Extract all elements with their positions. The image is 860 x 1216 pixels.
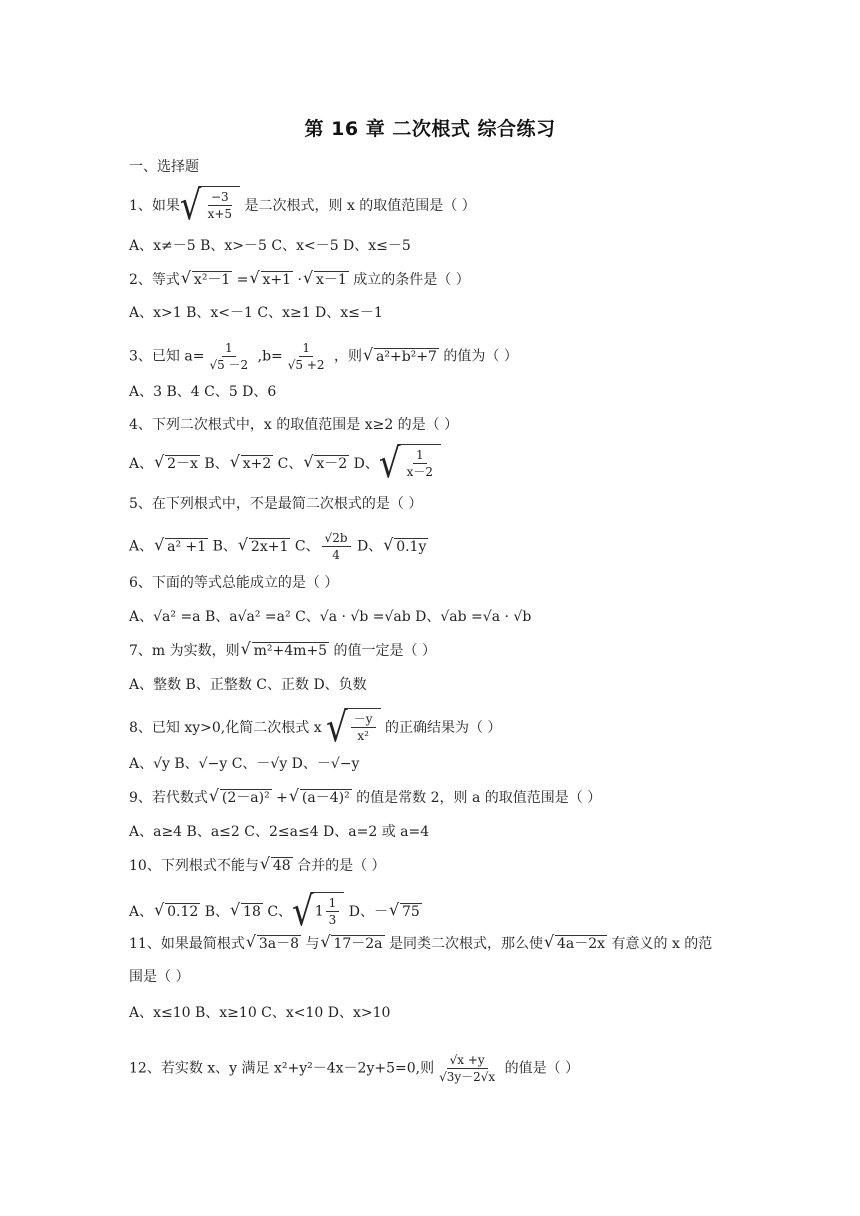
q10-option-b-label: B、 (200, 904, 230, 920)
q5-option-a-radical (155, 537, 208, 557)
q4-option-d-numerator: 1 (413, 447, 427, 464)
q3-radical (364, 347, 439, 367)
question-5: 5、在下列根式中，不是最简二次根式的是（ ） (129, 496, 423, 512)
q4-option-b-radical (231, 454, 274, 474)
q3-b-denominator: √5 +2 (287, 358, 325, 372)
q1-prefix: 1、如果 (129, 198, 180, 214)
q5-option-a-label: A、 (129, 538, 154, 555)
question-7 (129, 641, 436, 661)
q5-option-b-label: B、 (208, 538, 237, 555)
question-10 (129, 856, 386, 876)
q11-radical-3 (545, 934, 607, 954)
q2-radical-2 (251, 270, 294, 290)
q3-prefix: 3、已知 a= (129, 348, 205, 365)
q11-and: 与 (301, 936, 320, 952)
q3-suffix: 的值为（ ） (438, 348, 518, 365)
q5-option-c-numerator: √2b (322, 530, 351, 547)
q9-radicand-1: (2－a)² (221, 790, 270, 806)
q5-option-b-radicand: 2x+1 (250, 538, 289, 555)
question-11-options: A、x≤10 B、x≥10 C、x<10 D、x>10 (129, 1005, 391, 1021)
q5-option-d-label: D、 (352, 538, 383, 555)
q12-fraction (436, 1052, 498, 1085)
q12-prefix: 12、若实数 x、y 满足 x²+y²－4x－2y+5=0,则 (129, 1060, 435, 1077)
q3-then: ，则 (329, 348, 363, 365)
q9-radical-2 (290, 788, 352, 808)
q5-option-a-radicand: a² +1 (167, 538, 207, 555)
q9-prefix: 9、若代数式 (129, 790, 208, 806)
q2-radicand-1: x²－1 (193, 272, 231, 288)
q9-plus: + (271, 790, 288, 806)
q8-radical: √ $\frac{-y}{\text{x²}}$ (326, 708, 380, 748)
question-3 (129, 340, 518, 373)
q5-option-c-fraction (322, 530, 351, 563)
q12-numerator: √x +y (447, 1052, 488, 1069)
section-heading: 一、选择题 (129, 159, 199, 175)
q1-denominator: x+5 (207, 207, 233, 221)
question-2 (129, 270, 470, 290)
q2-prefix: 2、等式 (129, 272, 180, 288)
question-2-options: A、x>1 B、x<－1 C、x≥1 D、x≤－1 (129, 305, 383, 321)
q10-option-c-denominator: 3 (328, 913, 337, 927)
q3-a-numerator: 1 (222, 340, 236, 357)
q4-option-d-label: D、 (349, 456, 379, 472)
q8-prefix: 8、已知 xy>0,化简二次根式 x (129, 720, 327, 736)
question-11 (129, 934, 712, 954)
q10-option-c-numerator: 1 (326, 895, 340, 912)
q10-option-c-radical: √ 1 $\frac{1}{3}$ (292, 892, 344, 932)
q2-radical-1 (182, 270, 232, 290)
q7-radical (242, 641, 329, 661)
q12-suffix: 的值是（ ） (500, 1060, 580, 1077)
q9-suffix: 的值是常数 2，则 a 的取值范围是（ ） (351, 790, 602, 806)
question-8-options: A、√y B、√−y C、－√y D、－√−y (129, 756, 360, 772)
page-title: 第 16 章 二次根式 综合练习 (304, 118, 556, 140)
q10-option-b-radical (231, 902, 263, 922)
q9-radicand-2: (a－4)² (301, 790, 350, 806)
q2-equals: = (232, 272, 249, 288)
q11-radicand-1: 3a－8 (258, 936, 299, 952)
q3-b-numerator: 1 (299, 340, 313, 357)
question-4: 4、下列二次根式中，x 的取值范围是 x≥2 的是（ ） (129, 417, 459, 433)
q2-radicand-3: x－1 (315, 272, 347, 288)
q10-radicand: 48 (272, 858, 291, 874)
q3-radicand: a²+b²+7 (376, 348, 437, 365)
question-1 (129, 182, 476, 230)
question-10-options (129, 888, 422, 936)
q5-option-c-denominator: 4 (332, 548, 340, 562)
q4-option-a-radicand: 2－x (167, 456, 198, 472)
q10-option-d-radical (390, 902, 422, 922)
q10-prefix: 10、下列根式不能与 (129, 858, 259, 874)
q1-radical: √ $\frac{-3}{x+5}$ (180, 186, 240, 226)
q8-numerator: －y (351, 711, 376, 728)
q11-radical-2 (321, 934, 384, 954)
question-6: 6、下面的等式总能成立的是（ ） (129, 575, 339, 591)
q11-suffix: 有意义的 x 的范 (607, 936, 713, 952)
q4-option-c-label: C、 (273, 456, 303, 472)
q4-option-a-radical (155, 454, 200, 474)
q10-suffix: 合并的是（ ） (292, 858, 386, 874)
q3-fraction-a (206, 340, 251, 373)
q2-suffix: 成立的条件是（ ） (348, 272, 470, 288)
q4-option-a-label: A、 (129, 456, 154, 472)
q8-denominator: x² (357, 729, 369, 743)
q10-option-b-radicand: 18 (243, 904, 261, 920)
q10-radical (261, 856, 293, 876)
q3-b-label: ,b= (253, 348, 283, 365)
q11-radicand-2: 17－2a (333, 936, 383, 952)
question-6-options: A、√a² =a B、a√a² =a² C、√a · √b =√ab D、√ab =√a · √b (129, 609, 532, 625)
q11-radical-1 (247, 934, 301, 954)
q11-prefix: 11、如果最简根式 (129, 936, 245, 952)
q12-denominator: √3y－2√x (439, 1070, 496, 1084)
q8-suffix: 的正确结果为（ ） (380, 720, 502, 736)
q11-middle: 是同类二次根式，那么使 (384, 936, 543, 952)
q9-radical-1 (210, 788, 272, 808)
q2-radical-3 (304, 270, 349, 290)
q3-a-denominator: √5 －2 (209, 358, 249, 372)
question-5-options (129, 530, 428, 563)
question-7-options: A、整数 B、正整数 C、正数 D、负数 (129, 677, 367, 693)
q10-option-d-label: D、－ (344, 904, 388, 920)
q10-option-c-label: C、 (262, 904, 293, 920)
q2-dot: · (293, 272, 302, 288)
question-9-options: A、a≥4 B、a≤2 C、2≤a≤4 D、a=2 或 a=4 (129, 824, 430, 840)
question-11-continued: 围是（ ） (129, 969, 190, 985)
q7-radicand: m²+4m+5 (253, 643, 328, 659)
q5-option-d-radical (384, 537, 428, 557)
q5-option-b-radical (239, 537, 290, 557)
q5-option-c-label: C、 (290, 538, 320, 555)
question-12 (129, 1052, 579, 1085)
question-3-options: A、3 B、4 C、5 D、6 (129, 384, 277, 400)
question-8 (129, 704, 502, 752)
question-9 (129, 788, 601, 808)
q5-option-d-radicand: 0.1y (396, 538, 427, 555)
q10-option-a-label: A、 (129, 904, 154, 920)
q10-option-a-radical (155, 902, 200, 922)
q1-numerator: −3 (208, 189, 232, 206)
q11-radicand-3: 4a－2x (556, 936, 606, 952)
q10-option-a-radicand: 0.12 (167, 904, 199, 920)
q3-fraction-b (285, 340, 328, 373)
q7-suffix: 的值一定是（ ） (329, 643, 436, 659)
q2-radicand-2: x+1 (262, 272, 292, 288)
q4-option-b-radicand: x+2 (242, 456, 272, 472)
question-4-options (129, 440, 441, 488)
q10-option-c-whole: 1 (314, 903, 324, 920)
q7-prefix: 7、m 为实数，则 (129, 643, 240, 659)
q4-option-b-label: B、 (199, 456, 229, 472)
q4-option-d-radical: √ $\frac{1}{x-2}$ (379, 444, 441, 484)
q4-option-d-denominator: x－2 (406, 465, 433, 479)
q4-option-c-radical (304, 454, 349, 474)
q10-option-d-radicand: 75 (401, 904, 420, 920)
q1-suffix: 是二次根式，则 x 的取值范围是（ ） (240, 198, 476, 214)
question-1-options: A、x≠－5 B、x>－5 C、x<－5 D、x≤－5 (129, 238, 411, 254)
q4-option-c-radicand: x－2 (316, 456, 348, 472)
